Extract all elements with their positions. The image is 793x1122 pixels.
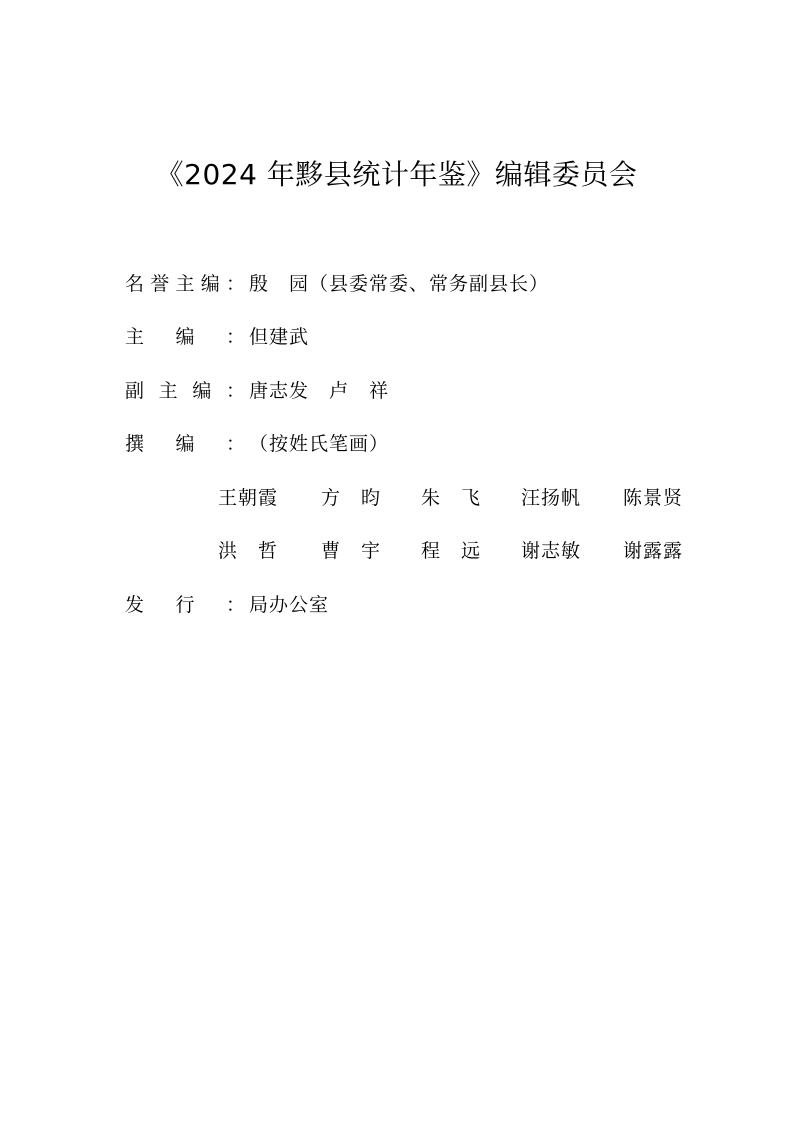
label-char: 誉 [150,273,170,295]
label-char: 副 [125,380,145,402]
label-colon: ： [225,433,245,455]
writer-name: 方 昀 [321,487,382,509]
label-char: 行 [175,594,195,616]
label-char: 编 [175,433,195,455]
page-title: 《2024 年黟县统计年鉴》编辑委员会 [155,158,638,191]
label-char: 撰 [125,433,145,455]
writer-name: 谢露露 [623,540,684,562]
label-char: 编 [175,326,195,348]
writers-note: （按姓氏笔画） [249,433,390,455]
chief-editor-value: 但建武 [249,326,310,348]
label-char: 编 [200,273,220,295]
label-char: 名 [125,273,145,295]
writer-name: 洪 哲 [218,540,279,562]
writer-name: 朱 飞 [421,487,482,509]
label-colon: ： [225,380,245,402]
publisher-label [125,590,245,620]
chief-editor-label [125,322,245,352]
writer-name: 曹 宇 [321,540,382,562]
writer-name: 谢志敏 [521,540,582,562]
label-colon: ： [225,273,245,295]
label-char: 发 [125,594,145,616]
label-char: 主 [158,380,178,402]
deputy-editor-value: 唐志发 卢 祥 [249,380,390,402]
writers-label [125,429,245,459]
writer-name: 程 远 [421,540,482,562]
label-char: 主 [125,326,145,348]
honorary-editor-value: 殷 园（县委常委、常务副县长） [249,273,550,295]
writer-name: 王朝霞 [218,487,279,509]
deputy-editor-label [125,376,245,406]
label-char: 编 [192,380,212,402]
honorary-editor-label [125,269,245,299]
publisher-value: 局办公室 [249,594,330,616]
writer-name: 汪扬帆 [521,487,582,509]
label-colon: ： [225,326,245,348]
label-colon: ： [225,594,245,616]
writer-name: 陈景贤 [623,487,684,509]
label-char: 主 [175,273,195,295]
